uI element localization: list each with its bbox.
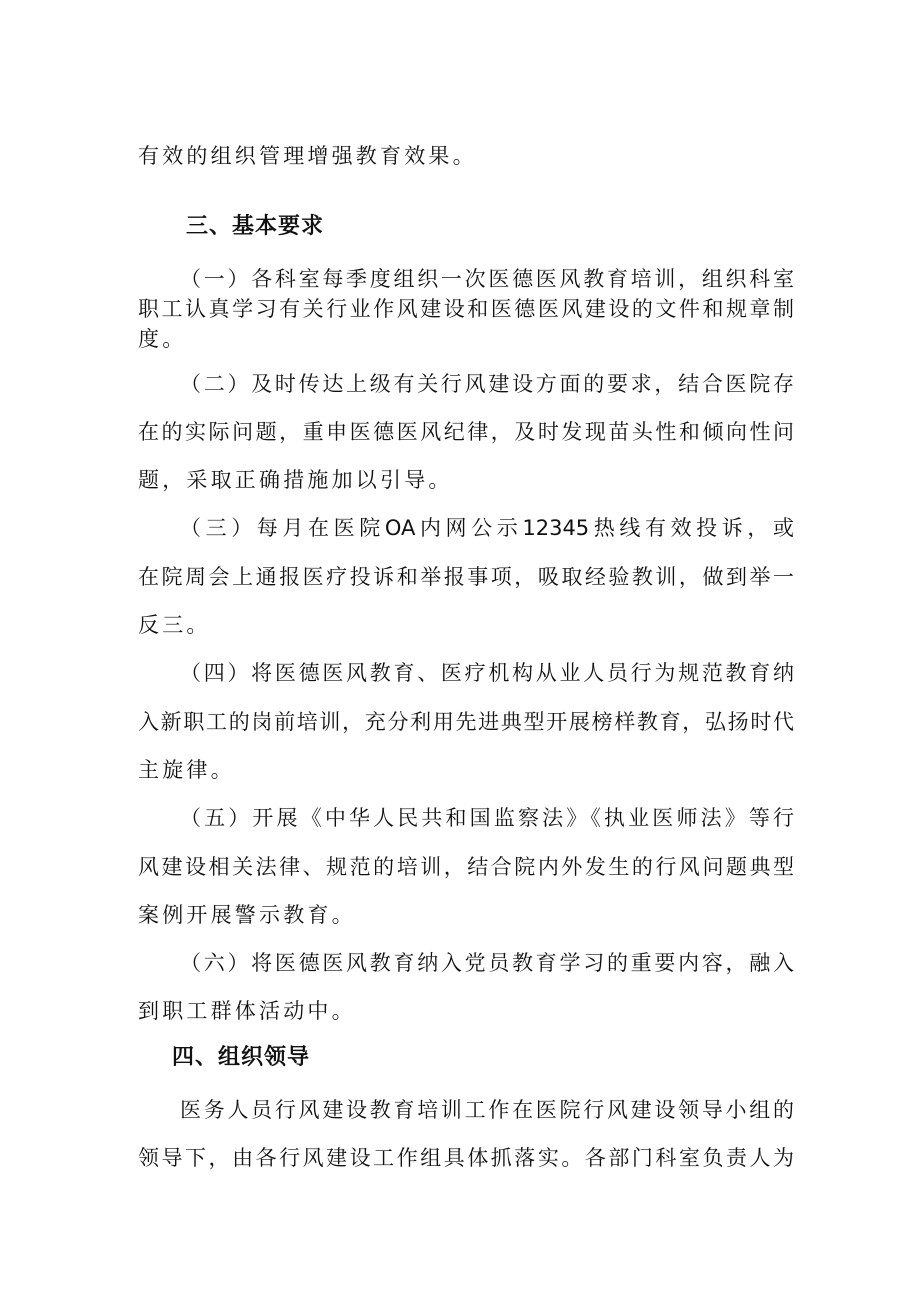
section4-line2: 领导下，由各行风建设工作组具体抓落实。各部门科室负责人为 — [138, 1146, 794, 1170]
section4-line1: 医务人员行风建设教育培训工作在医院行风建设领导小组的 — [180, 1098, 794, 1122]
item3-line3: 反三。 — [138, 613, 211, 637]
item1-line3: 度。 — [138, 327, 187, 351]
intro-tail-line: 有效的组织管理增强教育效果。 — [138, 144, 477, 168]
item4-line3: 主旋律。 — [138, 758, 235, 782]
item2-line2: 在的实际问题，重申医德医风纪律，及时发现苗头性和倾向性问 — [138, 420, 794, 444]
item5-line2: 风建设相关法律、规范的培训，结合院内外发生的行风问题典型 — [138, 855, 794, 879]
item2-line1: （二）及时传达上级有关行风建设方面的要求，结合医院存 — [180, 372, 794, 396]
section4-heading: 四、组织领导 — [172, 1045, 311, 1070]
item2-line3: 题，采取正确措施加以引导。 — [138, 468, 453, 492]
item6-line2: 到职工群体活动中。 — [138, 999, 356, 1023]
item6-line1: （六）将医德医风教育纳入党员教育学习的重要内容，融入 — [180, 951, 794, 975]
item5-line3: 案例开展警示教育。 — [138, 903, 356, 927]
item3-line1: （三）每月在医院OA内网公示12345热线有效投诉，或 — [180, 516, 794, 540]
item4-line1: （四）将医德医风教育、医疗机构从业人员行为规范教育纳 — [180, 661, 794, 685]
item5-line1: （五）开展《中华人民共和国监察法》《执业医师法》等行 — [180, 806, 794, 830]
section3-heading: 三、基本要求 — [186, 214, 325, 239]
item3-line2: 在院周会上通报医疗投诉和举报事项，吸取经验教训，做到举一 — [138, 565, 794, 589]
item4-line2: 入新职工的岗前培训，充分利用先进典型开展榜样教育，弘扬时代 — [138, 710, 794, 734]
item1-line1: （一）各科室每季度组织一次医德医风教育培训，组织科室 — [180, 267, 794, 291]
item1-line2: 职工认真学习有关行业作风建设和医德医风建设的文件和规章制 — [138, 297, 794, 321]
